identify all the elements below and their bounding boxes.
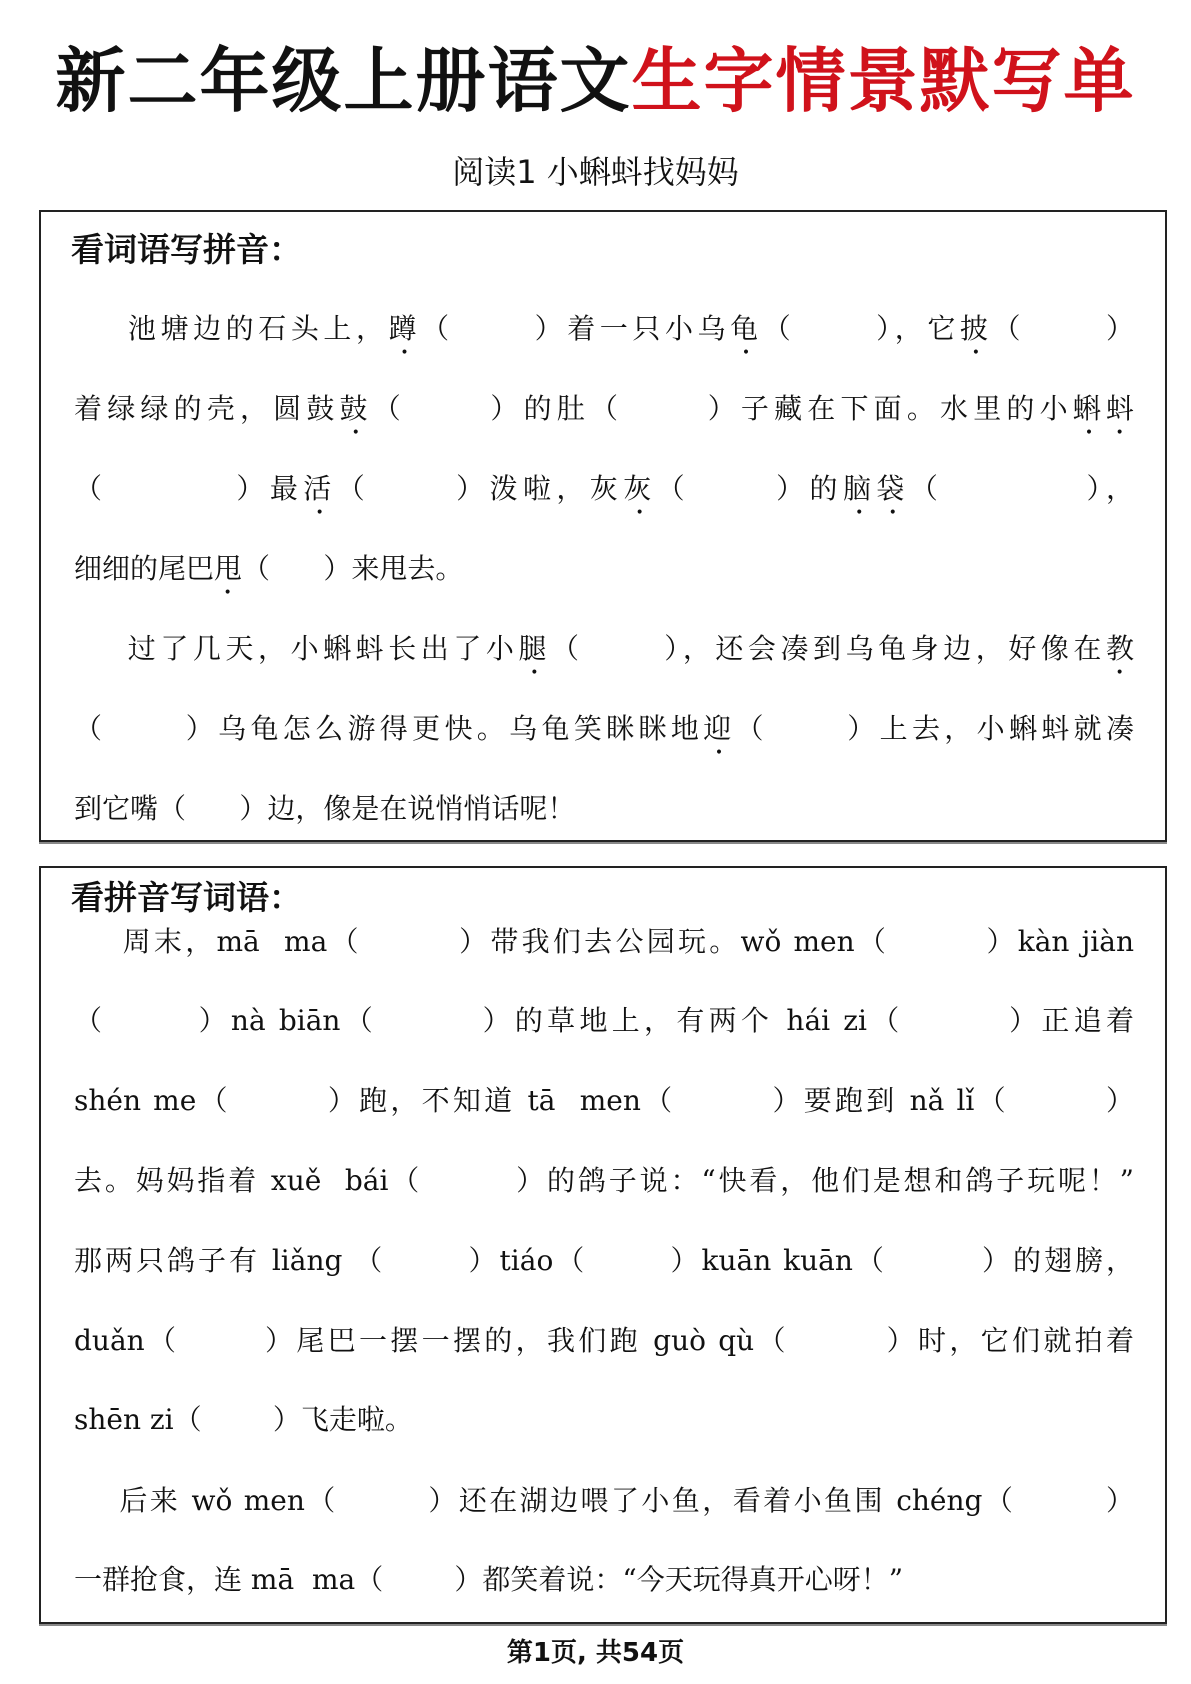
line-text: 池塘边的石头上， <box>74 312 389 345</box>
lesson-subtitle: 阅读1 小蝌蚪找妈妈 <box>452 153 739 191</box>
exercise-line <box>74 1319 1134 1363</box>
line-text: 到它嘴（ ）边，像是在说悄悄话呢！ <box>74 792 576 825</box>
section-pinyin-to-word <box>39 866 1167 1624</box>
line-text: shēn zi（ ）飞走啦。 <box>74 1403 413 1436</box>
exercise-line <box>74 1159 1134 1203</box>
line-text: （ ）的肚（ ）子藏在下面。水里的小 <box>372 392 1073 425</box>
exercise-line <box>74 627 1134 681</box>
section-heading: 看词语写拼音： <box>71 230 302 269</box>
line-text: （ ） <box>992 312 1134 345</box>
exercise-line <box>74 707 1134 761</box>
line-text: shén me（ ）跑，不知道 tā men（ ）要跑到 nǎ lǐ（ ） <box>74 1084 1134 1117</box>
exercise-line <box>74 387 1134 441</box>
line-text: 细细的尾巴 <box>74 552 215 585</box>
line-text: （ ）着一只小乌 <box>421 312 731 345</box>
exercise-line <box>74 920 1134 964</box>
line-text: 那两只鸽子有 liǎng （ ）tiáo（ ）kuān kuān（ ）的翅膀， <box>74 1244 1134 1277</box>
emphasized-char: 腿 <box>518 632 551 665</box>
exercise-line <box>74 999 1134 1043</box>
emphasized-char: 鼓 <box>339 392 373 425</box>
line-text: （ ）来甩去。 <box>242 552 464 585</box>
emphasized-char: 蝌 <box>1072 392 1106 425</box>
exercise-line <box>74 467 1134 521</box>
title-red: 生字情景默写单 <box>631 40 1136 122</box>
line-text: duǎn（ ）尾巴一摆一摆的，我们跑 guò qù（ ）时，它们就拍着 <box>74 1324 1134 1357</box>
emphasized-char: 灰 <box>623 472 657 505</box>
exercise-line <box>74 787 1134 831</box>
emphasized-char: 袋 <box>876 472 910 505</box>
exercise-line <box>74 1239 1134 1283</box>
exercise-line <box>74 1479 1134 1523</box>
line-text: （ ）的 <box>656 472 843 505</box>
emphasized-char: 甩 <box>214 552 243 585</box>
emphasized-char: 教 <box>1105 632 1134 665</box>
section-word-to-pinyin <box>39 210 1167 842</box>
emphasized-char: 蚪 <box>1105 392 1134 425</box>
line-text: 过了几天，小蝌蚪长出了小 <box>74 632 519 665</box>
page-number: 第1页, 共54页 <box>506 1638 685 1668</box>
exercise-line <box>74 1398 1134 1442</box>
line-text: （ ）乌龟怎么游得更快。乌龟笑眯眯地 <box>74 712 704 745</box>
line-text: 后来 wǒ men（ ）还在湖边喂了小鱼，看着小鱼围 chéng（ ） <box>74 1484 1134 1517</box>
line-text: 周末，mā ma（ ）带我们去公园玩。wǒ men（ ）kàn jiàn <box>74 925 1134 958</box>
emphasized-char: 脑 <box>842 472 877 505</box>
section-heading: 看拼音写词语： <box>71 878 302 917</box>
line-text: 去。妈妈指着 xuě bái（ ）的鸽子说：“快看，他们是想和鸽子玩呢！” <box>74 1164 1134 1197</box>
line-text: （ ）nà biān（ ）的草地上，有两个 hái zi（ ）正追着 <box>74 1004 1134 1037</box>
emphasized-char: 活 <box>303 472 337 505</box>
line-text: （ ）上去，小蝌蚪就凑 <box>735 712 1135 745</box>
exercise-line <box>74 307 1134 361</box>
exercise-line <box>74 547 1134 601</box>
title-black: 新二年级上册语文 <box>55 40 632 122</box>
emphasized-char: 迎 <box>703 712 736 745</box>
line-text: （ ），还会凑到乌龟身边，好像在 <box>551 632 1106 665</box>
line-text: （ ）最 <box>74 472 304 505</box>
line-text: （ ）， <box>909 472 1134 505</box>
emphasized-char: 龟 <box>730 312 763 345</box>
line-text: （ ）泼啦，灰 <box>336 472 624 505</box>
exercise-line <box>74 1558 1134 1602</box>
line-text: （ ），它 <box>762 312 960 345</box>
exercise-line <box>74 1079 1134 1123</box>
emphasized-char: 披 <box>959 312 993 345</box>
emphasized-char: 蹲 <box>388 312 422 345</box>
line-text: 着绿绿的壳，圆鼓 <box>74 392 340 425</box>
line-text: 一群抢食，连 mā ma（ ）都笑着说：“今天玩得真开心呀！” <box>74 1563 904 1596</box>
page-title <box>0 36 1191 126</box>
